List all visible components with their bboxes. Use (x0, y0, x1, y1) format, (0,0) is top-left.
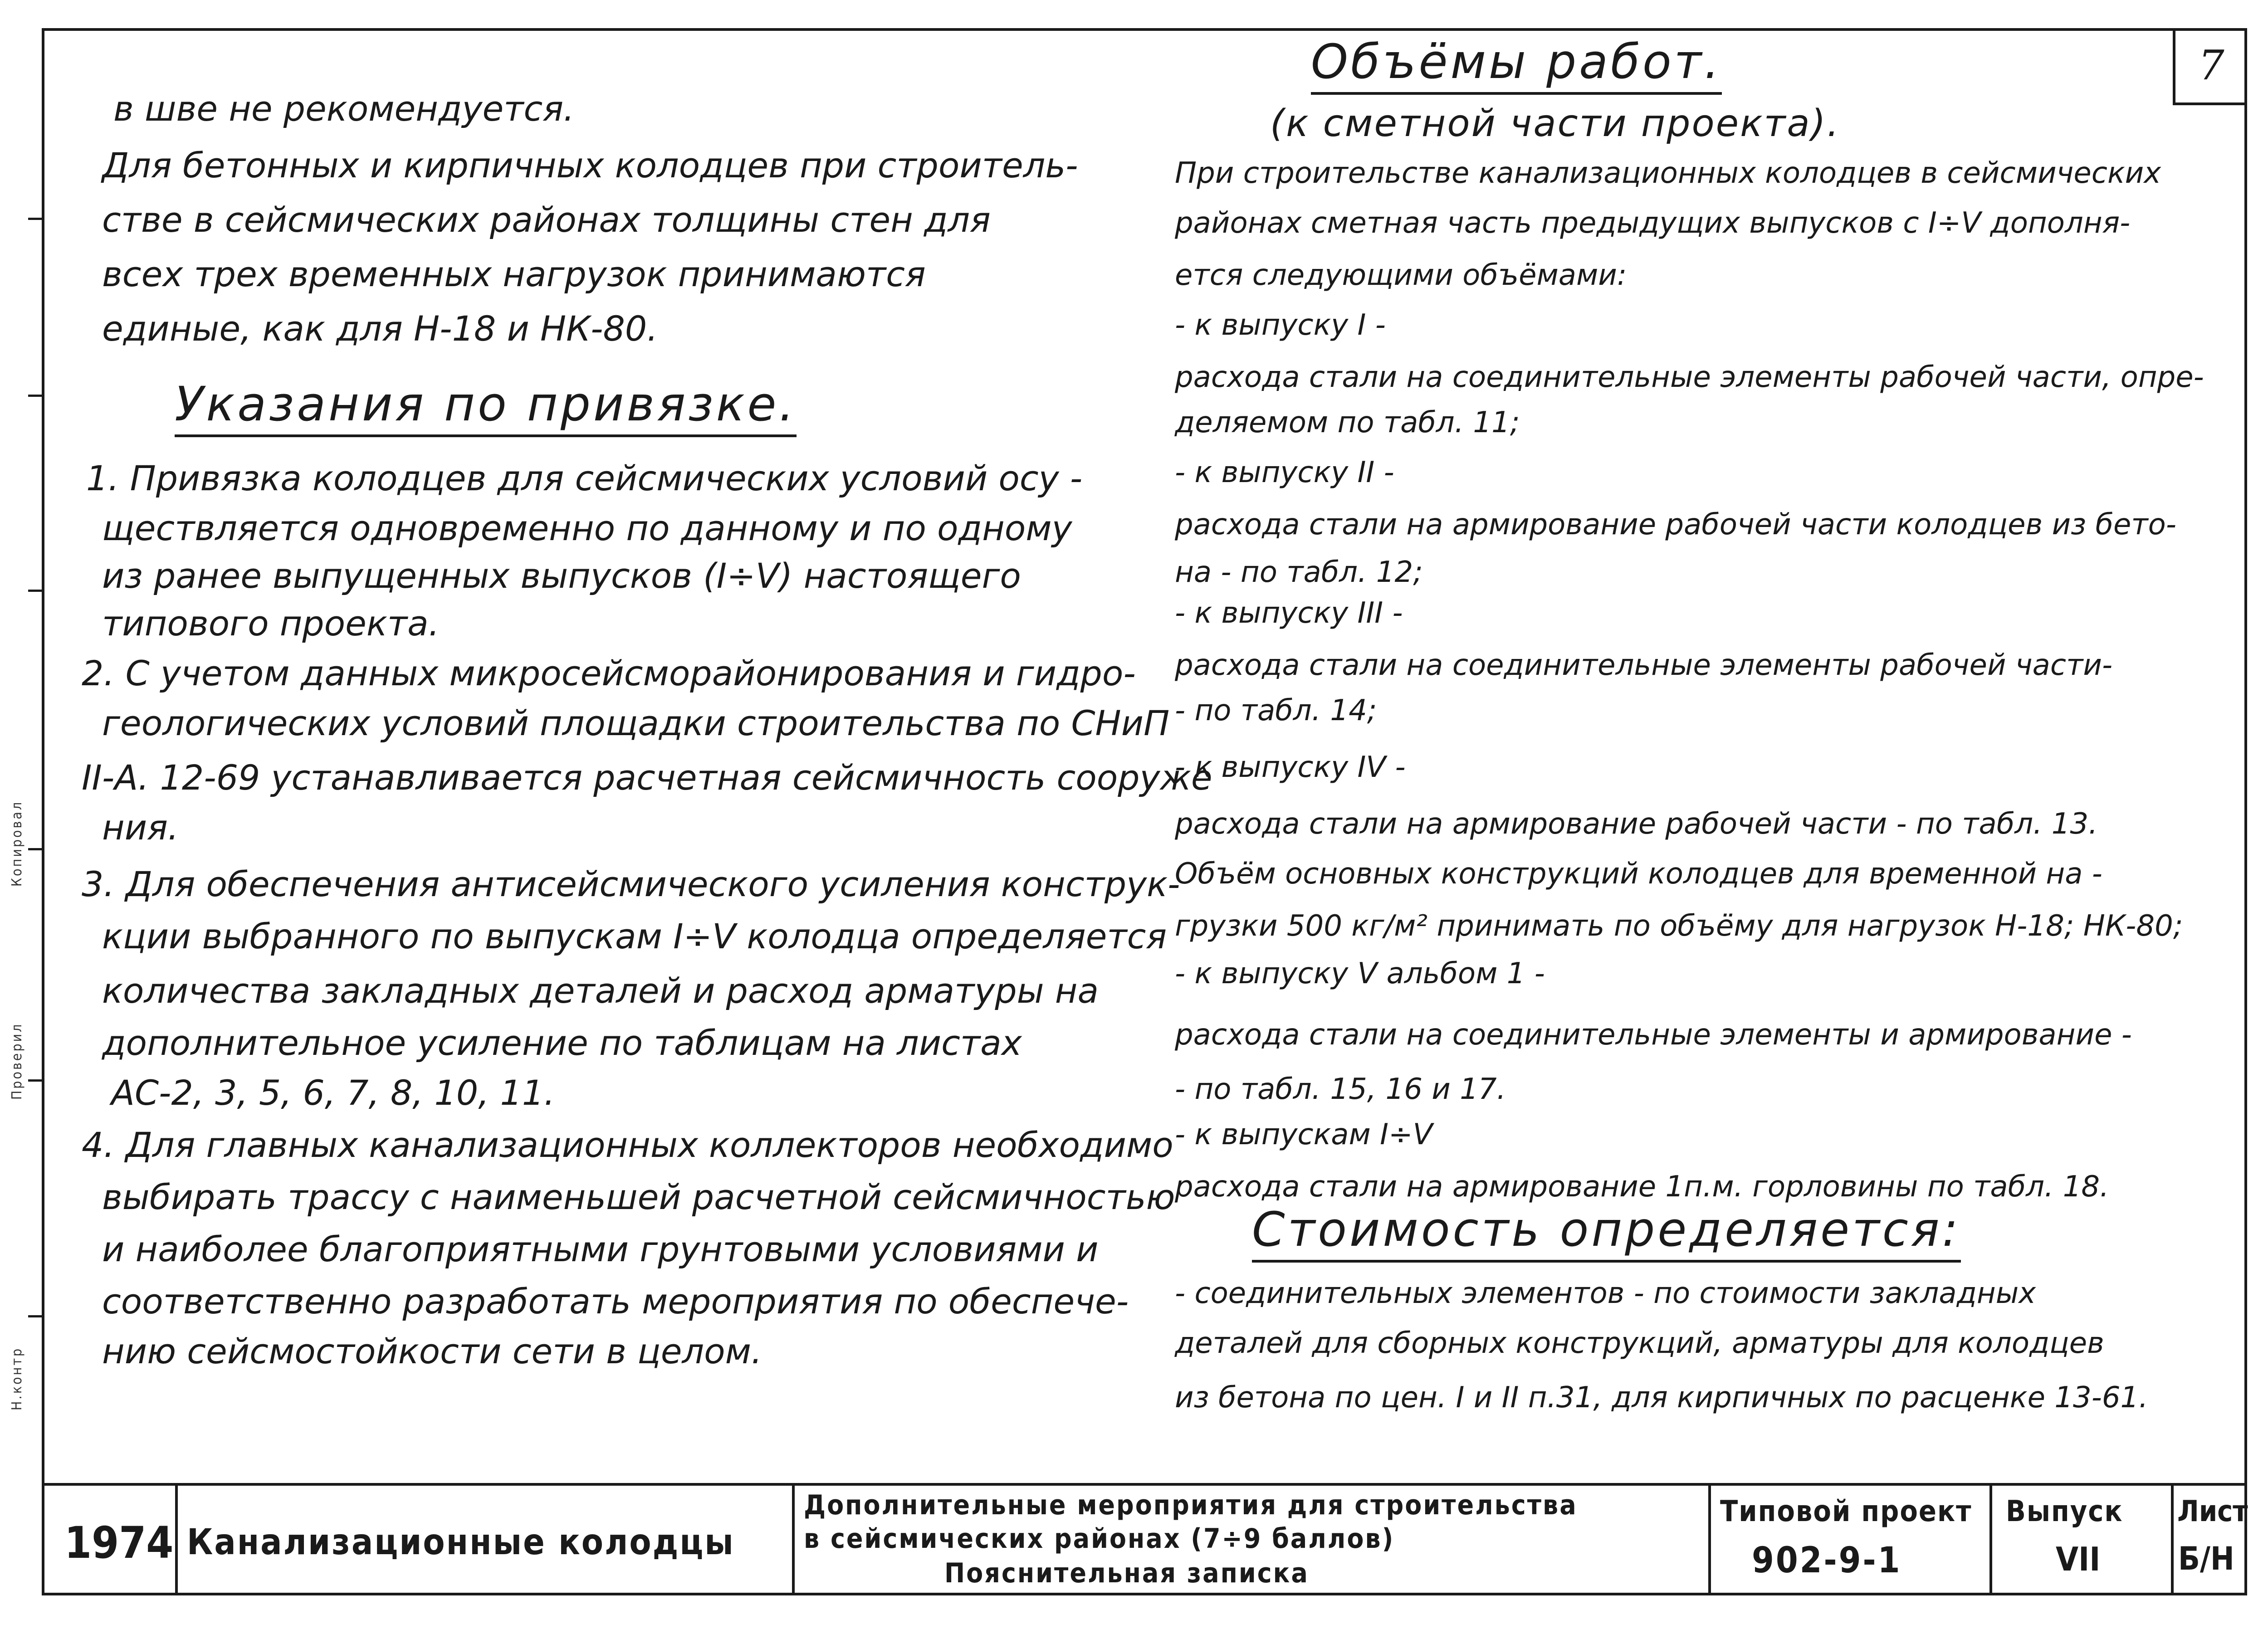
text-line: всех трех временных нагрузок принимаются (102, 254, 926, 294)
text-line: - к выпуску IV - (1175, 751, 1406, 784)
text-line: деталей для сборных конструкций, арматуры для колодцев (1175, 1327, 2104, 1360)
stamp-year-cell (42, 1486, 178, 1595)
side-note: Н.контр (9, 1346, 25, 1411)
text-line: из бетона по цен. I и II п.31, для кирпичных по расценке 13-61. (1175, 1381, 2148, 1415)
text-line: При строительстве канализационных колодцев в сейсмических (1175, 156, 2161, 190)
text-line: - к выпуску V альбом 1 - (1175, 957, 1545, 990)
list-line: нию сейсмостойкости сети в целом. (102, 1331, 763, 1371)
list-line: дополнительное усиление по таблицам на листах (102, 1023, 1022, 1063)
section-subheading: (к сметной части проекта). (1270, 102, 1840, 145)
stamp-title-line: Пояснительная записка (944, 1557, 1309, 1589)
list-line: соответственно разработать мероприятия по обеспече- (102, 1281, 1129, 1322)
text-line: - соединительных элементов - по стоимости закладных (1175, 1277, 2036, 1310)
text-line: - к выпуску III - (1175, 596, 1403, 630)
list-line: типового проекта. (102, 603, 440, 644)
list-line: 3. Для обеспечения антисейсмического усиления конструк- (82, 864, 1180, 904)
list-line: 1. Привязка колодцев для сейсмических условий осу - (86, 458, 1083, 498)
text-line: расхода стали на армирование рабочей части - по табл. 13. (1175, 807, 2098, 841)
sheet-number: 7 (2173, 28, 2247, 105)
text-line: - к выпуску II - (1175, 456, 1394, 489)
stamp-project-cell (1711, 1486, 1992, 1595)
section-heading: Указания по привязке. (175, 376, 797, 437)
text-line: расхода стали на соединительные элементы рабочей части, опре- (1175, 361, 2204, 394)
list-line: из ранее выпущенных выпусков (I÷V) настоящего (102, 556, 1021, 596)
stamp-project-value: 902-9-1 (1752, 1540, 1902, 1581)
text-line: - по табл. 15, 16 и 17. (1175, 1073, 1506, 1106)
list-line: 2. С учетом данных микросейсморайонирования и гидро- (82, 653, 1136, 693)
stamp-object-cell (178, 1486, 795, 1595)
stamp-object: Канализационные колодцы (187, 1522, 735, 1563)
text-line: ется следующими объёмами: (1175, 259, 1627, 292)
stamp-project-label: Типовой проект (1720, 1495, 1972, 1528)
side-note: Проверил (9, 1022, 25, 1100)
list-line: АС-2, 3, 5, 6, 7, 8, 10, 11. (111, 1073, 555, 1113)
text-line: деляемом по табл. 11; (1175, 406, 1520, 439)
text-line: районах сметная часть предыдущих выпусков с I÷V дополня- (1175, 206, 2131, 240)
text-line: на - по табл. 12; (1175, 556, 1423, 589)
text-line: стве в сейсмических районах толщины стен для (102, 200, 991, 240)
text-line: - к выпускам I÷V (1175, 1118, 1433, 1151)
text-line: грузки 500 кг/м² принимать по объёму для нагрузок Н-18; НК-80; (1175, 909, 2183, 943)
text-line: расхода стали на соединительные элементы и армирование - (1175, 1018, 2132, 1052)
text-line: расхода стали на армирование 1п.м. горловины по табл. 18. (1175, 1170, 2109, 1204)
stamp-title-line: Дополнительные мероприятия для строительства (804, 1489, 1578, 1521)
text-line: - к выпуску I - (1175, 308, 1386, 342)
stamp-issue-value: VII (2056, 1540, 2101, 1578)
text-line: Объём основных конструкций колодцев для временной на - (1175, 857, 2102, 891)
title-block (42, 1483, 2247, 1595)
list-line: ния. (102, 807, 179, 848)
side-note: Копировал (9, 800, 25, 887)
list-line: геологических условий площадки строительства по СНиП (102, 703, 1170, 743)
stamp-issue-cell (1992, 1486, 2174, 1595)
text-line: Для бетонных и кирпичных колодцев при строитель- (102, 145, 1078, 185)
stamp-sheet-value: Б/Н (2178, 1540, 2234, 1577)
section-heading: Объёмы работ. (1311, 34, 1722, 95)
stamp-title-cell (795, 1486, 1711, 1595)
list-line: и наиболее благоприятными грунтовыми условиями и (102, 1229, 1099, 1269)
text-line: - по табл. 14; (1175, 694, 1377, 727)
list-line: выбирать трассу с наименьшей расчетной сейсмичностью (102, 1177, 1175, 1217)
list-line: ществляется одновременно по данному и по одному (102, 508, 1072, 548)
stamp-year: 1974 (64, 1517, 174, 1568)
stamp-sheet-label: Лист (2177, 1495, 2248, 1528)
text-line: единые, как для Н-18 и НК-80. (102, 308, 658, 349)
text-line: расхода стали на армирование рабочей части колодцев из бето- (1175, 508, 2176, 541)
list-line: 4. Для главных канализационных коллекторов необходимо (82, 1125, 1173, 1165)
section-heading: Стоимость определяется: (1252, 1202, 1961, 1263)
text-line: в шве не рекомендуется. (113, 88, 575, 129)
stamp-sheet-cell (2174, 1486, 2248, 1595)
list-line: II-А. 12-69 устанавливается расчетная сейсмичность сооруже (82, 757, 1212, 798)
list-line: количества закладных деталей и расход арматуры на (102, 971, 1099, 1011)
stamp-issue-label: Выпуск (2006, 1495, 2123, 1528)
list-line: кции выбранного по выпускам I÷V колодца определяется (102, 916, 1167, 956)
stamp-title-line: в сейсмических районах (7÷9 баллов) (804, 1523, 1395, 1555)
text-line: расхода стали на соединительные элементы рабочей части- (1175, 649, 2113, 682)
